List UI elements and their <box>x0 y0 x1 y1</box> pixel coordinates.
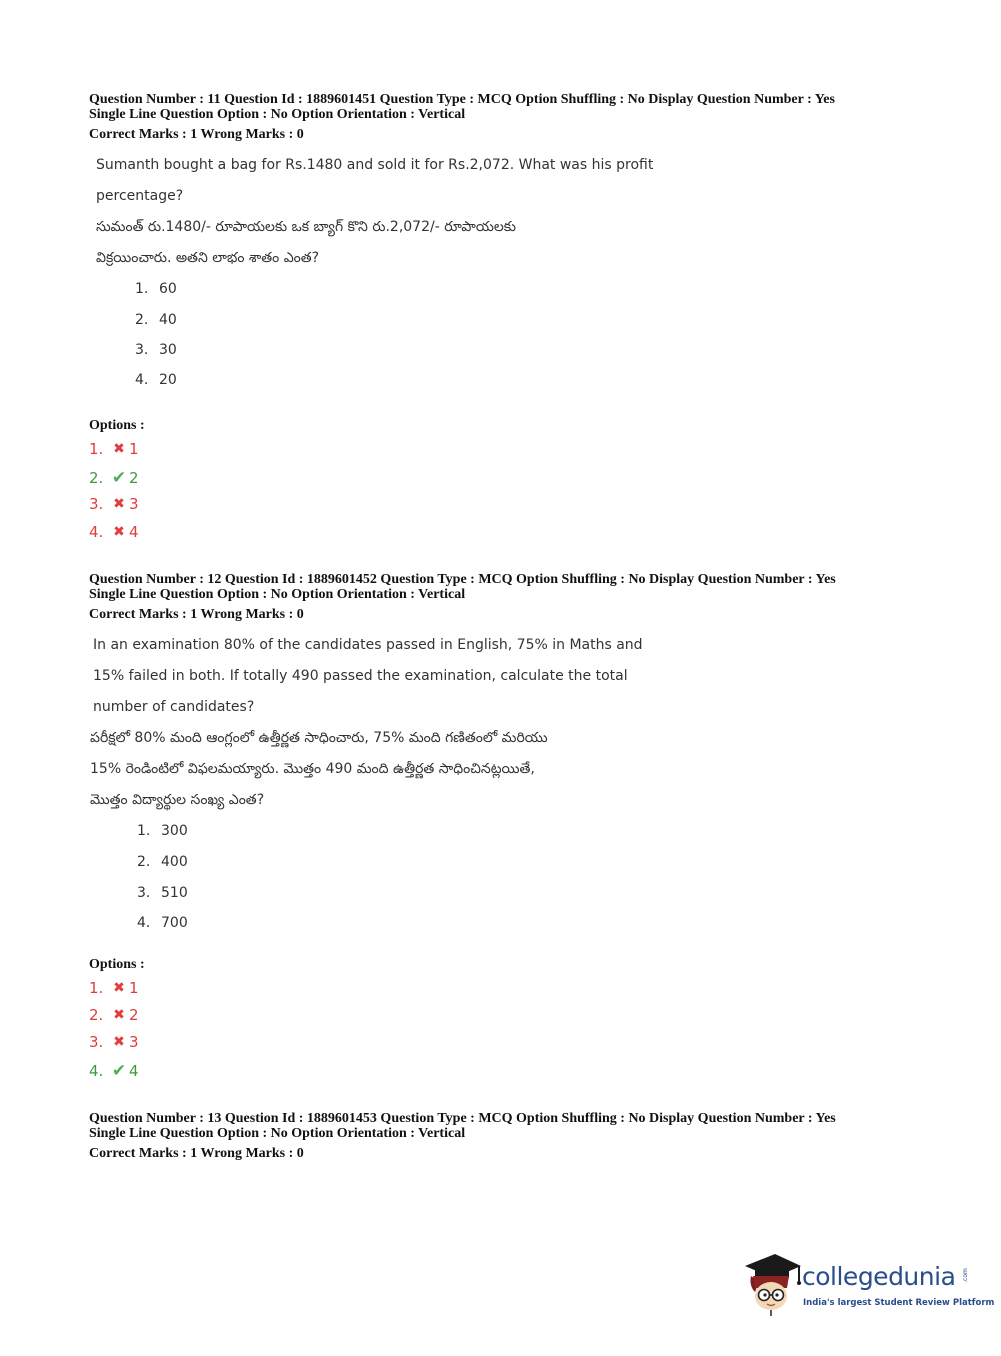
q12-text-te-2: 15% రెండింటిలో విఫలమయ్యారు. మొత్తం 490 మంది ఉత్తీర్ణత సాధించినట్లయితే, <box>90 761 535 777</box>
q11-options-label: Options : <box>89 418 145 433</box>
q11-choice-4: 4. 20 <box>135 372 177 388</box>
mascot-icon <box>741 1248 803 1318</box>
q12-choice-4: 4. 700 <box>137 915 188 931</box>
cross-icon: ✖ <box>113 441 125 457</box>
q11-choice-2: 2. 40 <box>135 312 177 328</box>
q12-answer-3: 3. ✖ 3 <box>89 1033 139 1051</box>
q11-text-en-1: Sumanth bought a bag for Rs.1480 and sold it for Rs.2,072. What was his profit <box>96 157 654 173</box>
cross-icon: ✖ <box>113 1007 125 1023</box>
cross-icon: ✖ <box>113 524 125 540</box>
q12-answer-4: 4. ✔ 4 <box>89 1061 139 1081</box>
brand-suffix: .com <box>961 1268 969 1283</box>
q12-answer-1: 1. ✖ 1 <box>89 979 139 997</box>
q12-answer-2: 2. ✖ 2 <box>89 1006 139 1024</box>
q12-choice-1: 1. 300 <box>137 823 188 839</box>
q11-choice-3: 3. 30 <box>135 342 177 358</box>
q11-meta-line1: Question Number : 11 Question Id : 1889601451 Question Type : MCQ Option Shuffling : No Display Question Number : Yes <box>89 92 835 107</box>
check-icon: ✔ <box>111 468 127 488</box>
q11-answer-2: 2. ✔ 2 <box>89 468 139 488</box>
q12-options-label: Options : <box>89 957 145 972</box>
q11-text-en-2: percentage? <box>96 188 184 204</box>
q12-text-te-3: మొత్తం విద్యార్థుల సంఖ్య ఎంత? <box>90 792 265 808</box>
q11-choice-1: 1. 60 <box>135 281 177 297</box>
cross-icon: ✖ <box>113 496 125 512</box>
brand-name: collegedunia <box>802 1262 956 1291</box>
q11-text-te-2: విక్రయించారు. అతని లాభం శాతం ఎంత? <box>96 250 320 266</box>
q12-choice-3: 3. 510 <box>137 885 188 901</box>
cross-icon: ✖ <box>113 1034 125 1050</box>
q12-meta-line2: Single Line Question Option : No Option Orientation : Vertical <box>89 587 466 602</box>
q12-meta-line1: Question Number : 12 Question Id : 1889601452 Question Type : MCQ Option Shuffling : No Display Question Number : Yes <box>89 572 836 587</box>
q11-meta-line2: Single Line Question Option : No Option Orientation : Vertical <box>89 107 466 122</box>
q12-text-en-1: In an examination 80% of the candidates passed in English, 75% in Maths and <box>93 637 643 653</box>
cross-icon: ✖ <box>113 980 125 996</box>
q11-answer-1: 1. ✖ 1 <box>89 440 139 458</box>
q12-text-en-2: 15% failed in both. If totally 490 passed the examination, calculate the total <box>93 668 628 684</box>
q12-text-te-1: పరీక్షలో 80% మంది ఆంగ్లంలో ఉత్తీర్ణత సాధించారు, 75% మంది గణితంలో మరియు <box>90 730 548 746</box>
q11-marks: Correct Marks : 1 Wrong Marks : 0 <box>89 127 304 142</box>
q12-choice-2: 2. 400 <box>137 854 188 870</box>
q13-marks: Correct Marks : 1 Wrong Marks : 0 <box>89 1146 304 1161</box>
q11-answer-3: 3. ✖ 3 <box>89 495 139 513</box>
q12-marks: Correct Marks : 1 Wrong Marks : 0 <box>89 607 304 622</box>
q11-answer-4: 4. ✖ 4 <box>89 523 139 541</box>
q13-meta-line2: Single Line Question Option : No Option Orientation : Vertical <box>89 1126 466 1141</box>
q13-meta-line1: Question Number : 13 Question Id : 1889601453 Question Type : MCQ Option Shuffling : No Display Question Number : Yes <box>89 1111 836 1126</box>
brand-tagline: India's largest Student Review Platform <box>803 1298 995 1308</box>
q12-text-en-3: number of candidates? <box>93 699 255 715</box>
q11-text-te-1: సుమంత్ రు.1480/- రూపాయలకు ఒక బ్యాగ్ కొని రు.2,072/- రూపాయలకు <box>96 219 516 235</box>
check-icon: ✔ <box>111 1061 127 1081</box>
